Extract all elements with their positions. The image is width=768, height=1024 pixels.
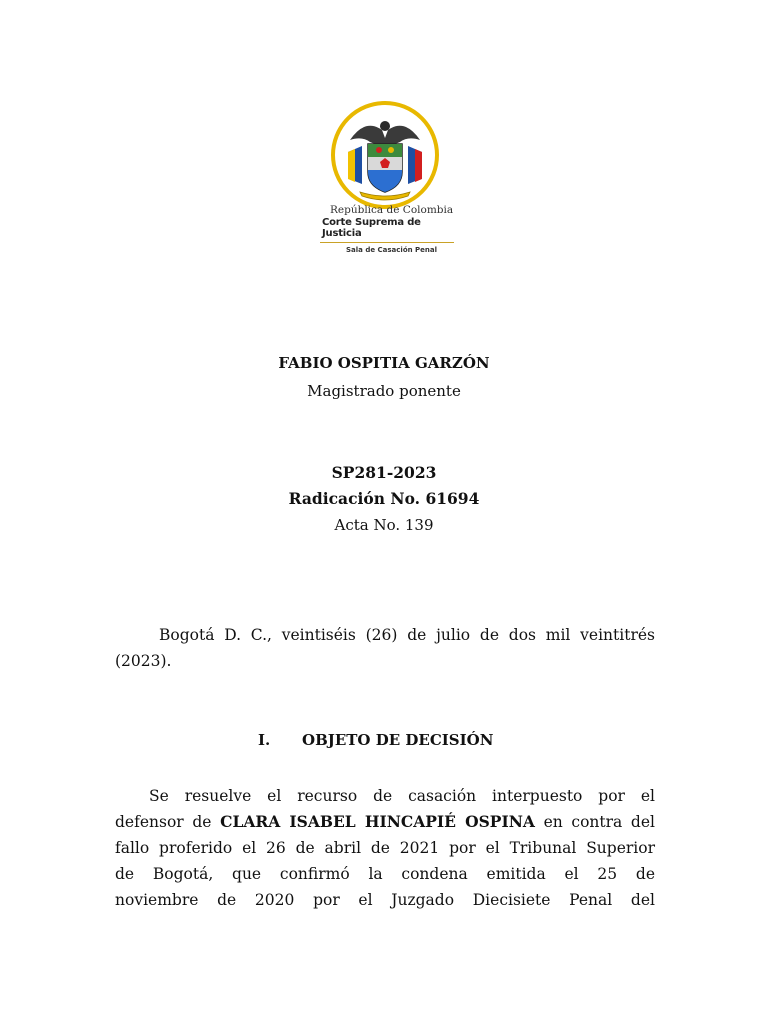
body-line-5: noviembre de 2020 por el Juzgado Diecisiete Penal del: [115, 891, 655, 909]
magistrate-name: FABIO OSPITIA GARZÓN: [278, 354, 490, 372]
sentence-number: SP281-2023: [331, 463, 437, 482]
acta-number: Acta No. 139: [334, 516, 434, 534]
section-title: OBJETO DE DECISIÓN: [302, 731, 494, 749]
body-line-2-pre: defensor de: [115, 813, 221, 831]
coat-of-arms-seal: [330, 100, 440, 210]
body-line-2-post: en contra del: [534, 813, 655, 831]
date-line-1: Bogotá D. C., veintiséis (26) de julio de dos mil veintitrés: [159, 626, 655, 644]
court-label: Corte Suprema de Justicia: [322, 217, 421, 239]
country-label: República de Colombia: [330, 204, 454, 216]
institution-block: [318, 204, 458, 254]
coat-of-arms-icon: [330, 100, 440, 210]
gold-divider: [320, 242, 454, 243]
chamber-label: Sala de Casación Penal: [346, 246, 438, 254]
body-paragraph: [115, 783, 655, 913]
section-heading: [258, 731, 493, 749]
defendant-name: CLARA ISABEL HINCAPIÉ OSPINA: [220, 812, 535, 831]
date-paragraph: [115, 622, 655, 674]
section-number: I.: [258, 731, 271, 749]
radicacion-number: Radicación No. 61694: [288, 489, 480, 508]
date-line-2: (2023).: [115, 652, 172, 670]
magistrate-role: Magistrado ponente: [307, 382, 461, 400]
body-line-4: de Bogotá, que confirmó la condena emitida el 25 de: [115, 865, 655, 883]
body-line-2: [115, 809, 655, 835]
body-line-3: fallo proferido el 26 de abril de 2021 por el Tribunal Superior: [115, 839, 655, 857]
body-line-1: Se resuelve el recurso de casación interpuesto por el: [149, 787, 655, 805]
